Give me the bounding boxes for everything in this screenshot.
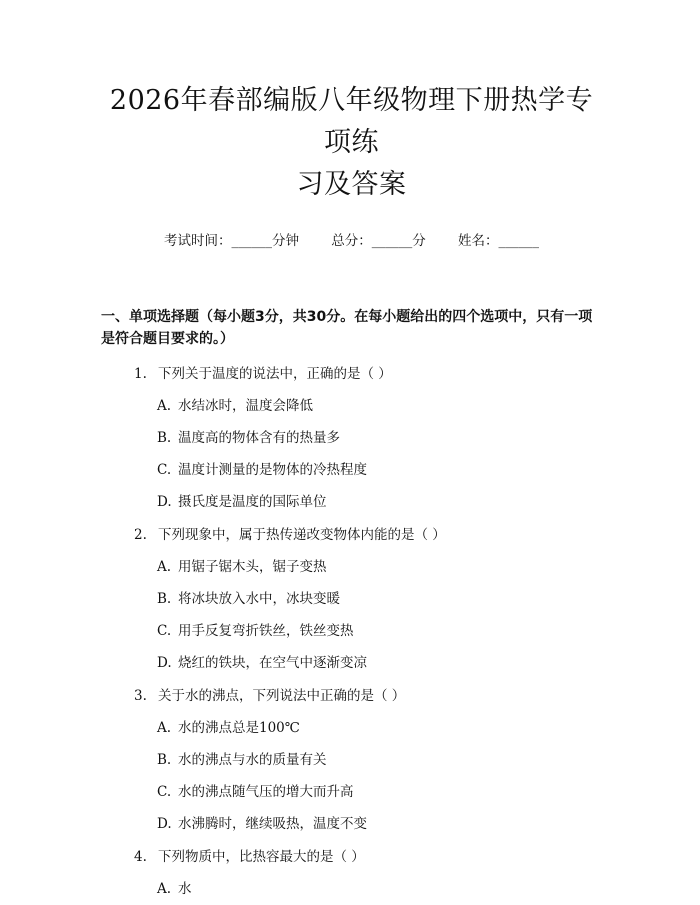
question-1-option-b xyxy=(101,429,602,447)
question-number: 2. xyxy=(134,527,147,543)
option-text: 温度计测量的是物体的冷热程度 xyxy=(178,462,367,478)
student-name-field: 姓名：______ xyxy=(458,233,540,249)
question-2 xyxy=(101,526,602,544)
option-text: 将冰块放入水中，冰块变暖 xyxy=(178,591,340,607)
question-text: 下列现象中，属于热传递改变物体内能的是（ ） xyxy=(158,527,446,543)
option-letter: D. xyxy=(157,655,172,671)
option-letter: C. xyxy=(157,784,172,800)
title-line-1: 2026年春部编版八年级物理下册热学专项练 xyxy=(109,85,594,158)
option-text: 水的沸点随气压的增大而升高 xyxy=(178,784,354,800)
option-text: 温度高的物体含有的热量多 xyxy=(178,430,340,446)
option-text: 烧红的铁块，在空气中逐渐变凉 xyxy=(178,655,367,671)
section-heading-line-2: 是符合题目要求的。） xyxy=(101,331,234,347)
question-1 xyxy=(101,365,602,383)
option-letter: B. xyxy=(157,591,172,607)
exam-info xyxy=(101,231,602,251)
option-letter: B. xyxy=(157,430,172,446)
option-letter: A. xyxy=(157,398,172,414)
question-3-option-a xyxy=(101,719,602,737)
option-letter: A. xyxy=(157,881,172,897)
question-2-option-d xyxy=(101,654,602,672)
question-3-option-c xyxy=(101,783,602,801)
question-text: 下列物质中，比热容最大的是（ ） xyxy=(158,849,365,865)
option-letter: D. xyxy=(157,816,172,832)
option-text: 水的沸点总是100℃ xyxy=(178,720,300,736)
total-score-field: 总分：______分 xyxy=(331,233,426,249)
option-text: 用手反复弯折铁丝，铁丝变热 xyxy=(178,623,354,639)
question-number: 4. xyxy=(134,849,147,865)
option-text: 水的沸点与水的质量有关 xyxy=(178,752,327,768)
question-2-option-a xyxy=(101,558,602,576)
option-letter: C. xyxy=(157,462,172,478)
question-4-option-a xyxy=(101,880,602,898)
title-line-2: 习及答案 xyxy=(296,169,407,200)
option-text: 水沸腾时，继续吸热，温度不变 xyxy=(178,816,367,832)
question-1-option-d xyxy=(101,493,602,511)
question-2-option-c xyxy=(101,622,602,640)
question-number: 3. xyxy=(134,688,147,704)
question-2-option-b xyxy=(101,590,602,608)
option-text: 摄氏度是温度的国际单位 xyxy=(178,494,327,510)
option-letter: A. xyxy=(157,559,172,575)
question-number: 1. xyxy=(134,366,147,382)
question-3-option-b xyxy=(101,751,602,769)
option-text: 用锯子锯木头，锯子变热 xyxy=(178,559,327,575)
exam-time-field: 考试时间：______分钟 xyxy=(163,233,299,249)
question-text: 下列关于温度的说法中，正确的是（ ） xyxy=(158,366,392,382)
option-letter: B. xyxy=(157,752,172,768)
option-text: 水 xyxy=(178,881,192,897)
option-letter: C. xyxy=(157,623,172,639)
option-letter: A. xyxy=(157,720,172,736)
question-4 xyxy=(101,848,602,866)
option-text: 水结冰时，温度会降低 xyxy=(178,398,313,414)
section-heading-line-1: 一、单项选择题（每小题3分，共30分。在每小题给出的四个选项中，只有一项 xyxy=(101,309,593,325)
question-3 xyxy=(101,687,602,705)
document-title xyxy=(101,0,602,206)
option-letter: D. xyxy=(157,494,172,510)
question-text: 关于水的沸点，下列说法中正确的是（ ） xyxy=(158,688,406,704)
question-1-option-a xyxy=(101,397,602,415)
section-heading xyxy=(101,306,602,350)
question-1-option-c xyxy=(101,461,602,479)
question-3-option-d xyxy=(101,815,602,833)
